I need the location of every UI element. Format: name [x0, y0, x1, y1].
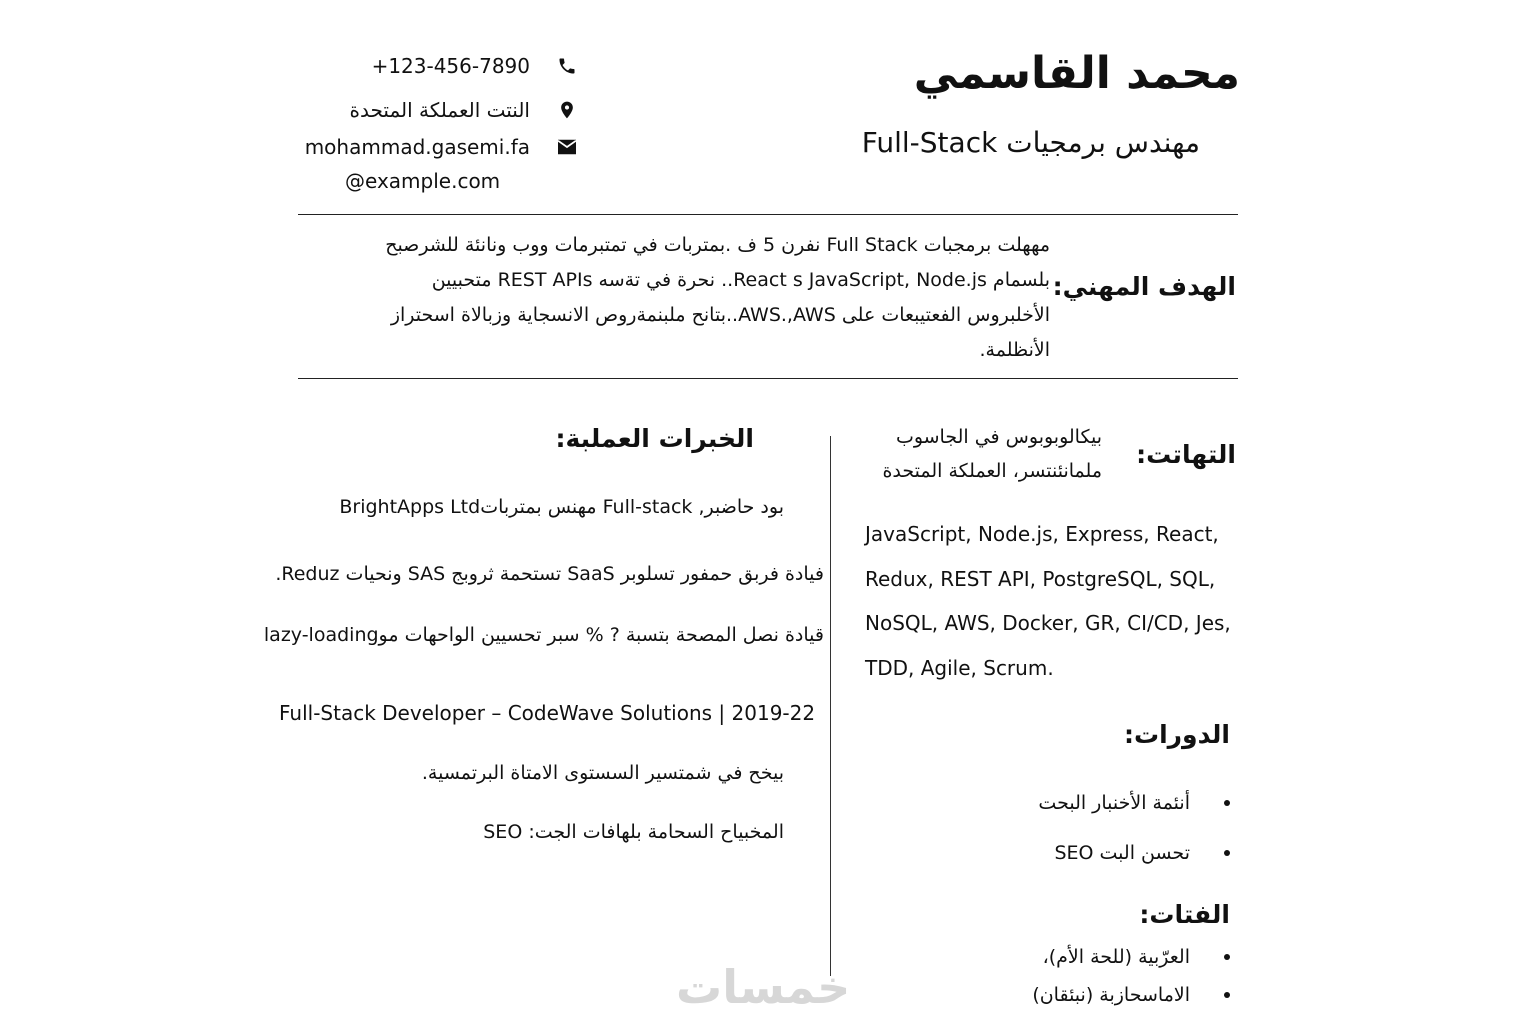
- email-line-1: mohammad.gasemi.fa: [304, 135, 530, 159]
- language-item-text: الاماسحازبة (نبئقان): [1032, 984, 1190, 1006]
- experience-role-2: Full-Stack Developer – CodeWave Solutions | 2019-22: [279, 701, 816, 725]
- header-divider: [298, 214, 1238, 215]
- email-line-2: @example.com: [345, 169, 501, 193]
- experience-bullet-4: المخبياح السحامة بلهافات الجت: SEO: [483, 821, 784, 843]
- bullet-icon: [1224, 800, 1230, 806]
- objective-line: مههلت برمجبات Full Stack نفرن 5 ف .بمتربات في تمتبرمات ووب ونانئة للشرصبح: [385, 234, 1050, 256]
- objective-text: [350, 228, 1050, 368]
- objective-line: الأخلبروس الفعتيبعات على AWS.,AWS..بتانح ملبنمةروص الانسجاية وزبالاة اسحتراز: [390, 304, 1050, 326]
- experience-bullet-1: فيادة فربق حمفور تسلوبر SaaS تستحمة ثروبج SAS ونحيات Reduz.: [275, 563, 824, 585]
- education-heading: التهاتت:: [1136, 440, 1236, 469]
- job-title: مهندس برمجيات Full-Stack: [861, 126, 1200, 159]
- courses-heading: الدورات:: [1123, 720, 1230, 749]
- education-degree: بيكالوبوبوس في الجاسوب: [895, 426, 1102, 448]
- skills-list: JavaScript, Node.js, Express, React, Redux, REST API, PostgreSQL, SQL, NoSQL, AWS, Docker, GR, CI/CD, Jes, TDD, Agile, Scrum.: [865, 522, 1231, 680]
- course-item: [1038, 828, 1240, 878]
- bullet-icon: [1224, 954, 1230, 960]
- education-location: ملمانئنتسر، العملكة المتحدة: [882, 460, 1102, 482]
- phone-number: +123-456-7890: [371, 54, 530, 78]
- watermark-logo: خمسات: [676, 960, 851, 1014]
- bullet-icon: [1224, 992, 1230, 998]
- experience-bullet-2: قيادة نصل المصحة بتسبة ? % سبر تحسيين الواحهات موlazy-loading: [263, 624, 824, 646]
- location-pin-icon: [556, 99, 578, 121]
- objective-line: بلسمام React s JavaScript, Node.js.. نحرة في تةسه REST APIs متحبيين: [431, 269, 1050, 291]
- bullet-icon: [1224, 850, 1230, 856]
- candidate-name: محمد القاسمي: [913, 48, 1240, 99]
- experience-heading: الخبرات العملبة:: [555, 424, 754, 453]
- envelope-icon: [556, 136, 578, 158]
- language-item-text: العرّبية (للحة الأم)،: [1042, 946, 1190, 968]
- course-item-text: تحسن البت SEO: [1054, 842, 1190, 864]
- experience-role-1: BrightApps Ltdمهنس بمتربات Full-stack ,بود حاضبر: [339, 496, 784, 518]
- course-item: [1038, 778, 1240, 828]
- location-text: النتت العملكة المتحدة: [349, 98, 530, 122]
- languages-heading: الفتات:: [1139, 900, 1230, 929]
- contact-location-row: [350, 98, 578, 122]
- language-item: [1032, 938, 1240, 976]
- phone-icon: [556, 55, 578, 77]
- contact-phone-row: [372, 54, 578, 78]
- column-divider: [830, 436, 831, 976]
- experience-bullet-3: بيخح في شمتسير السستوى الامتاة البرتمسية.: [421, 762, 784, 784]
- contact-email-row: [305, 135, 578, 159]
- objective-divider: [298, 378, 1238, 379]
- language-item: [1032, 976, 1240, 1014]
- courses-list: [1038, 778, 1240, 878]
- objective-heading: الهدف المهني:: [1052, 272, 1236, 301]
- objective-line: الأنظلمة.: [979, 339, 1050, 361]
- course-item-text: أنئمة الأخنبار البحت: [1038, 792, 1190, 814]
- languages-list: [1032, 938, 1240, 1014]
